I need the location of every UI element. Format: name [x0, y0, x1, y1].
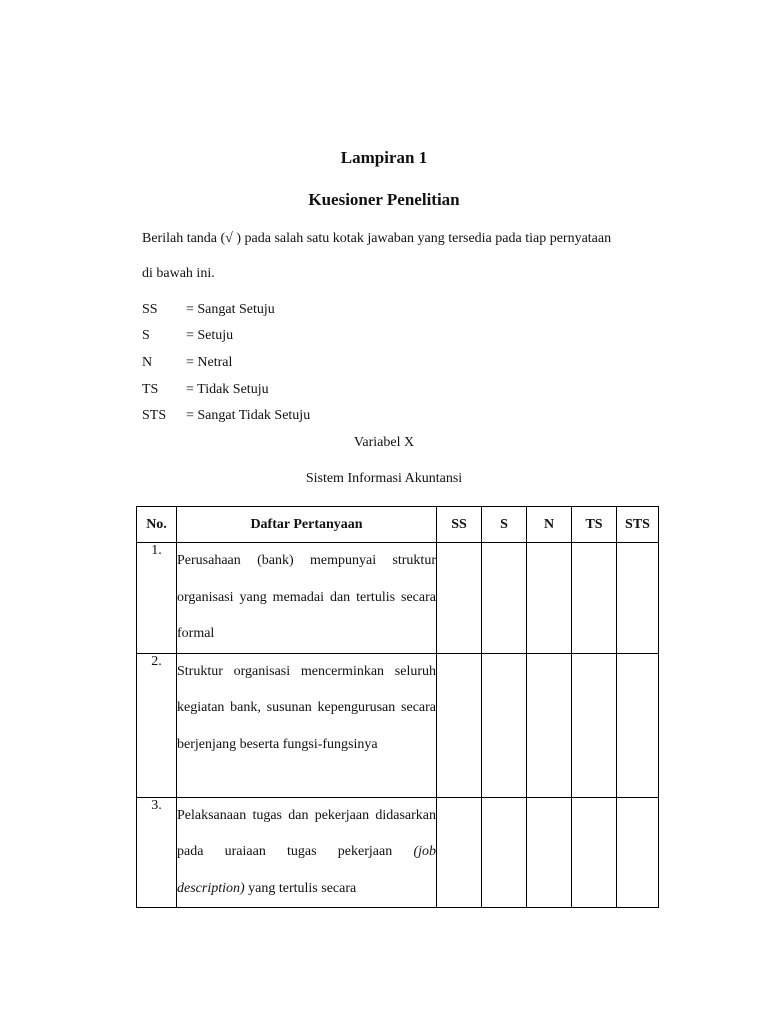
legend-desc: = Tidak Setuju — [186, 382, 269, 397]
header-ts: TS — [572, 507, 617, 543]
header-no: No. — [137, 507, 177, 543]
answer-box-sts[interactable] — [617, 797, 659, 908]
header-n: N — [527, 507, 572, 543]
question-text — [177, 797, 437, 908]
questionnaire-table — [136, 506, 659, 908]
row-number: 1. — [137, 543, 177, 654]
answer-box-s[interactable] — [482, 653, 527, 797]
page-subtitle: Kuesioner Penelitian — [308, 190, 460, 209]
question-text: Struktur organisasi mencerminkan seluruh kegiatan bank, susunan kepengurusan secara berjenjang beserta fungsi-fungsinya — [177, 653, 437, 797]
row-number: 3. — [137, 797, 177, 908]
legend-code: N — [142, 355, 153, 370]
legend-code: S — [142, 328, 150, 343]
legend-code: TS — [142, 382, 159, 397]
answer-box-n[interactable] — [527, 653, 572, 797]
answer-box-s[interactable] — [482, 543, 527, 654]
table-row — [137, 797, 659, 908]
variable-name: Sistem Informasi Akuntansi — [305, 471, 463, 486]
legend-code: SS — [142, 302, 158, 317]
answer-box-ts[interactable] — [572, 653, 617, 797]
question-text-italic: (job description) — [177, 844, 436, 896]
header-ss: SS — [437, 507, 482, 543]
answer-box-n[interactable] — [527, 797, 572, 908]
legend-desc: = Setuju — [186, 328, 234, 343]
legend-desc: = Sangat Tidak Setuju — [186, 408, 311, 423]
question-text: Perusahaan (bank) mempunyai struktur organisasi yang memadai dan tertulis secara formal — [177, 543, 437, 654]
row-number: 2. — [137, 653, 177, 797]
question-text-part: Pelaksanaan tugas dan pekerjaan didasarkan pada uraiaan tugas pekerjaan — [177, 807, 436, 859]
answer-box-s[interactable] — [482, 797, 527, 908]
answer-box-sts[interactable] — [617, 653, 659, 797]
table-row — [137, 653, 659, 797]
variable-label: Variabel X — [353, 435, 415, 450]
answer-box-sts[interactable] — [617, 543, 659, 654]
question-text-part: yang tertulis secara — [248, 880, 357, 896]
header-sts: STS — [617, 507, 659, 543]
header-s: S — [482, 507, 527, 543]
answer-box-ts[interactable] — [572, 543, 617, 654]
header-question: Daftar Pertanyaan — [177, 507, 437, 543]
legend-desc: = Netral — [186, 355, 233, 370]
table-row — [137, 543, 659, 654]
answer-box-ss[interactable] — [437, 543, 482, 654]
legend-desc: = Sangat Setuju — [186, 302, 275, 317]
page-title: Lampiran 1 — [340, 148, 428, 167]
answer-box-n[interactable] — [527, 543, 572, 654]
legend-code: STS — [142, 408, 167, 423]
table-header-row — [137, 507, 659, 543]
answer-box-ts[interactable] — [572, 797, 617, 908]
instruction-line-1: Berilah tanda (√ ) pada salah satu kotak jawaban yang tersedia pada tiap pernyataan — [142, 231, 612, 246]
answer-box-ss[interactable] — [437, 797, 482, 908]
instruction-line-2: di bawah ini. — [142, 266, 215, 281]
answer-box-ss[interactable] — [437, 653, 482, 797]
